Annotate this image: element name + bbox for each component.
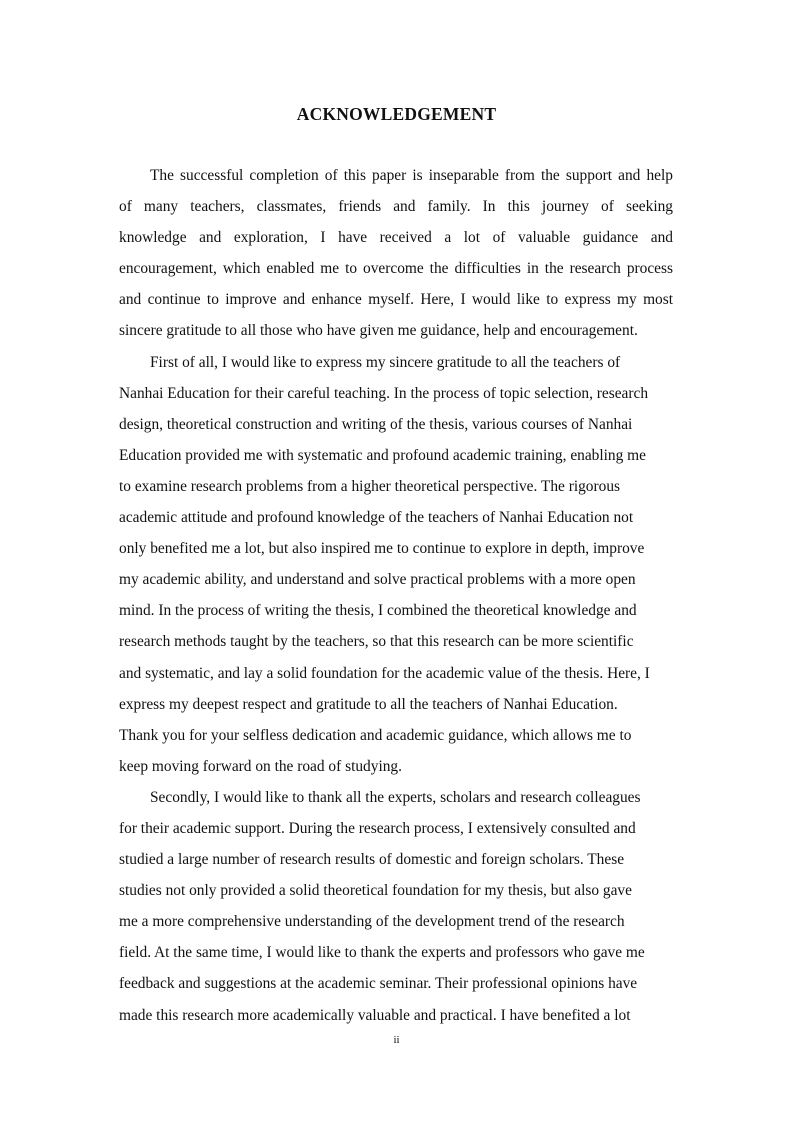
text-line: Thank you for your selfless dedication and academic guidance, which allows me to bbox=[119, 726, 632, 744]
text-line: Education provided me with systematic and profound academic training, enabling me bbox=[119, 446, 646, 464]
text-line: mind. In the process of writing the thesis, I combined the theoretical knowledge and bbox=[119, 602, 637, 620]
text-line: The successful completion of this paper is inseparable from the support and help bbox=[150, 167, 673, 184]
text-line: academic attitude and profound knowledge of the teachers of Nanhai Education not bbox=[119, 509, 634, 527]
text-line: only benefited me a lot, but also inspired me to continue to explore in depth, improve bbox=[119, 540, 645, 558]
text-line: for their academic support. During the research process, I extensively consulted and bbox=[119, 819, 636, 837]
text-line: to examine research problems from a higher theoretical perspective. The rigorous bbox=[119, 477, 620, 495]
text-line: sincere gratitude to all those who have given me guidance, help and encouragement. bbox=[119, 322, 638, 340]
text-line: studies not only provided a solid theoretical foundation for my thesis, but also gave bbox=[119, 882, 632, 900]
text-line: and continue to improve and enhance myself. Here, I would like to express my most bbox=[119, 291, 673, 309]
page-number: ii bbox=[393, 1034, 400, 1046]
text-line: Secondly, I would like to thank all the experts, scholars and research colleagues bbox=[150, 788, 641, 806]
text-line: made this research more academically valuable and practical. I have benefited a lot bbox=[119, 1006, 631, 1024]
text-line: design, theoretical construction and writing of the thesis, various courses of Nanhai bbox=[119, 415, 633, 433]
text-line: me a more comprehensive understanding of the development trend of the research bbox=[119, 913, 625, 931]
text-line: feedback and suggestions at the academic seminar. Their professional opinions have bbox=[119, 975, 638, 993]
text-line: studied a large number of research results of domestic and foreign scholars. These bbox=[119, 851, 625, 869]
text-line: Nanhai Education for their careful teaching. In the process of topic selection, research bbox=[119, 384, 649, 402]
text-line: and systematic, and lay a solid foundation for the academic value of the thesis. Here, I bbox=[119, 664, 650, 682]
text-line: my academic ability, and understand and solve practical problems with a more open bbox=[119, 571, 636, 589]
page-title: ACKNOWLEDGEMENT bbox=[296, 104, 497, 124]
text-line: research methods taught by the teachers, so that this research can be more scientific bbox=[119, 633, 634, 651]
text-line: field. At the same time, I would like to thank the experts and professors who gave me bbox=[119, 944, 645, 962]
text-line: First of all, I would like to express my sincere gratitude to all the teachers of bbox=[150, 353, 621, 371]
acknowledgement-body bbox=[119, 160, 673, 1031]
text-line: encouragement, which enabled me to overcome the difficulties in the research process bbox=[119, 260, 673, 278]
text-line: keep moving forward on the road of studying. bbox=[119, 757, 402, 775]
text-line: of many teachers, classmates, friends and family. In this journey of seeking bbox=[119, 198, 673, 216]
text-line: knowledge and exploration, I have received a lot of valuable guidance and bbox=[119, 229, 673, 247]
text-line: express my deepest respect and gratitude to all the teachers of Nanhai Education. bbox=[119, 695, 618, 713]
